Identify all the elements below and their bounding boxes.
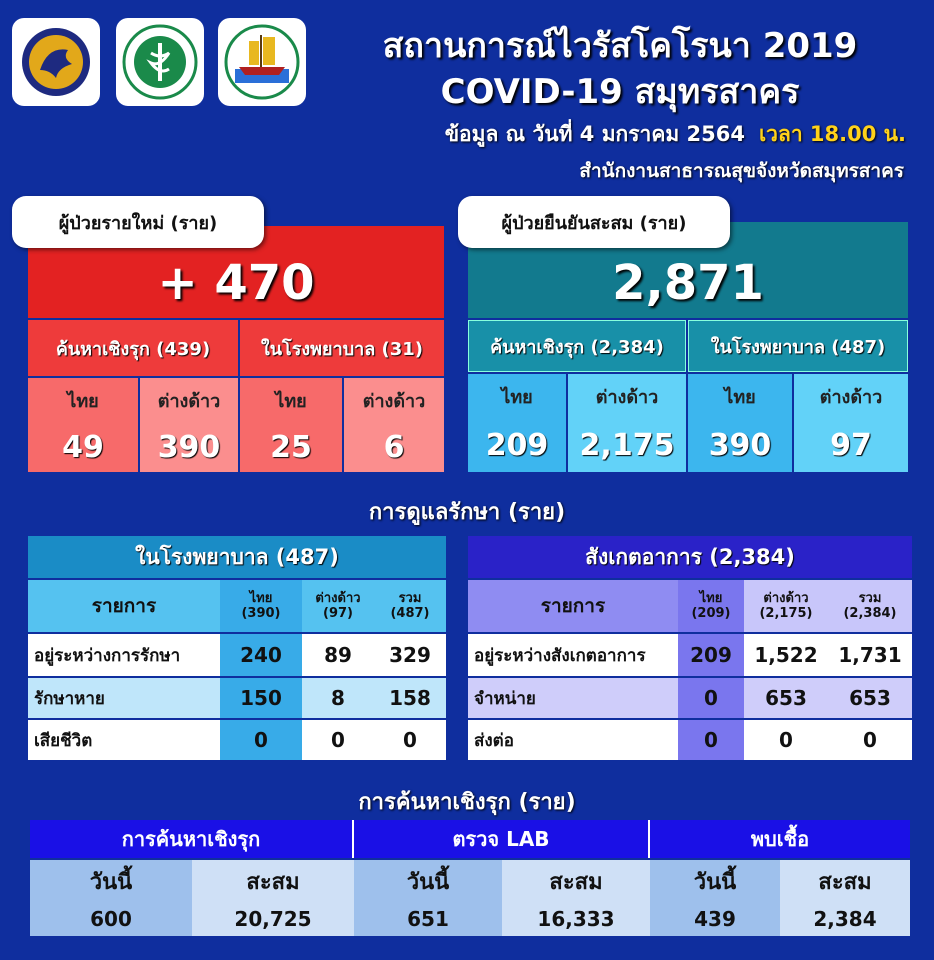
- hospital-table-header: [28, 580, 446, 632]
- table-row: [28, 678, 446, 718]
- new-as-foreign-value: 390: [140, 422, 238, 472]
- hospital-col-foreign-label: ต่างด้าว: [315, 591, 361, 606]
- cum-as-foreign-value: 2,175: [568, 418, 686, 472]
- search-group-header: [30, 820, 910, 858]
- row-total: 0: [828, 720, 912, 760]
- hospital-col-thai-count: (390): [241, 606, 281, 621]
- search-today-label: วันนี้: [30, 860, 192, 902]
- hospital-col-item: รายการ: [28, 580, 220, 632]
- row-foreign: 653: [744, 678, 828, 718]
- row-thai: 0: [678, 720, 744, 760]
- row-total: 329: [374, 634, 446, 676]
- row-total: 1,731: [828, 634, 912, 676]
- date-text: ข้อมูล ณ วันที่ 4 มกราคม 2564: [444, 122, 745, 146]
- lab-cum-value: 16,333: [502, 902, 650, 936]
- cum-h-foreign-value: 97: [794, 418, 908, 472]
- hospital-col-total: [374, 580, 446, 632]
- new-hospital-header: ในโรงพยาบาล (31): [240, 320, 444, 376]
- observe-table-header: [468, 580, 912, 632]
- provincial-admin-logo: [12, 18, 100, 106]
- found-cum-value: 2,384: [780, 902, 910, 936]
- lab-today-value: 651: [354, 902, 502, 936]
- observe-col-total-count: (2,384): [843, 606, 897, 621]
- cum-h-thai-label: ไทย: [688, 374, 792, 418]
- hospital-col-foreign: [302, 580, 374, 632]
- row-label: จำหน่าย: [468, 678, 678, 718]
- observe-col-total: [828, 580, 912, 632]
- row-total: 158: [374, 678, 446, 718]
- organization-text: สำนักงานสาธารณสุขจังหวัดสมุทรสาคร: [579, 160, 904, 182]
- new-as-thai-value: 49: [28, 422, 138, 472]
- search-label-row: [30, 860, 910, 902]
- cum-as-thai-label: ไทย: [468, 374, 566, 418]
- observe-col-foreign-label: ต่างด้าว: [763, 591, 809, 606]
- row-thai: 150: [220, 678, 302, 718]
- cum-hospital-header: ในโรงพยาบาล (487): [688, 320, 908, 372]
- new-h-foreign-label: ต่างด้าว: [344, 378, 444, 422]
- observe-col-foreign: [744, 580, 828, 632]
- cumulative-label: ผู้ป่วยยืนยันสะสม (ราย): [458, 196, 730, 248]
- table-row: [28, 720, 446, 760]
- search-today-value: 600: [30, 902, 192, 936]
- search-section-title: การค้นหาเชิงรุก (ราย): [358, 790, 576, 815]
- samut-sakhon-province-logo: [218, 18, 306, 106]
- observe-col-foreign-count: (2,175): [759, 606, 813, 621]
- row-thai: 0: [220, 720, 302, 760]
- date-line: [445, 118, 906, 151]
- observe-col-thai: [678, 580, 744, 632]
- cum-active-search-header: ค้นหาเชิงรุก (2,384): [468, 320, 686, 372]
- table-row: [468, 720, 912, 760]
- new-as-thai-label: ไทย: [28, 378, 138, 422]
- cum-h-thai-value: 390: [688, 418, 792, 472]
- cum-as-foreign-label: ต่างด้าว: [568, 374, 686, 418]
- cum-h-foreign-label: ต่างด้าว: [794, 374, 908, 418]
- row-foreign: 89: [302, 634, 374, 676]
- observe-col-total-label: รวม: [858, 591, 882, 606]
- row-total: 653: [828, 678, 912, 718]
- title-line-1: สถานการณ์ไวรัสโคโรนา 2019: [382, 26, 858, 66]
- found-today-label: วันนี้: [650, 860, 780, 902]
- row-thai: 0: [678, 678, 744, 718]
- hospital-col-total-count: (487): [390, 606, 430, 621]
- observe-col-thai-count: (209): [691, 606, 731, 621]
- row-foreign: 0: [744, 720, 828, 760]
- cumulative-total: 2,871: [612, 255, 764, 311]
- new-h-thai-label: ไทย: [240, 378, 342, 422]
- search-group-active: การค้นหาเชิงรุก: [30, 820, 354, 858]
- new-cases-label: ผู้ป่วยรายใหม่ (ราย): [12, 196, 264, 248]
- row-thai: 209: [678, 634, 744, 676]
- ministry-public-health-logo: [116, 18, 204, 106]
- care-section-title: การดูแลรักษา (ราย): [368, 500, 566, 525]
- search-group-found: พบเชื้อ: [650, 820, 910, 858]
- hospital-col-total-label: รวม: [398, 591, 422, 606]
- search-group-lab: ตรวจ LAB: [354, 820, 650, 858]
- observe-table-title: สังเกตอาการ (2,384): [468, 536, 912, 578]
- search-cum-label: สะสม: [192, 860, 354, 902]
- row-foreign: 0: [302, 720, 374, 760]
- found-cum-label: สะสม: [780, 860, 910, 902]
- observe-col-thai-label: ไทย: [699, 591, 723, 606]
- row-label: อยู่ระหว่างสังเกตอาการ: [468, 634, 678, 676]
- table-row: [28, 634, 446, 676]
- hospital-table-title: ในโรงพยาบาล (487): [28, 536, 446, 578]
- search-cum-value: 20,725: [192, 902, 354, 936]
- new-as-foreign-label: ต่างด้าว: [140, 378, 238, 422]
- row-label: ส่งต่อ: [468, 720, 678, 760]
- row-foreign: 1,522: [744, 634, 828, 676]
- new-h-thai-value: 25: [240, 422, 342, 472]
- new-active-search-header: ค้นหาเชิงรุก (439): [28, 320, 238, 376]
- row-total: 0: [374, 720, 446, 760]
- new-cases-total: + 470: [157, 255, 315, 311]
- lab-today-label: วันนี้: [354, 860, 502, 902]
- row-label: เสียชีวิต: [28, 720, 220, 760]
- cum-as-thai-value: 209: [468, 418, 566, 472]
- table-row: [468, 634, 912, 676]
- lab-cum-label: สะสม: [502, 860, 650, 902]
- time-text: เวลา 18.00 น.: [758, 122, 906, 146]
- new-h-foreign-value: 6: [344, 422, 444, 472]
- title-line-2: COVID-19 สมุทรสาคร: [440, 72, 800, 112]
- hospital-col-foreign-count: (97): [323, 606, 353, 621]
- row-thai: 240: [220, 634, 302, 676]
- hospital-col-thai-label: ไทย: [249, 591, 273, 606]
- row-label: อยู่ระหว่างการรักษา: [28, 634, 220, 676]
- found-today-value: 439: [650, 902, 780, 936]
- observe-col-item: รายการ: [468, 580, 678, 632]
- row-foreign: 8: [302, 678, 374, 718]
- search-value-row: [30, 902, 910, 936]
- row-label: รักษาหาย: [28, 678, 220, 718]
- table-row: [468, 678, 912, 718]
- hospital-col-thai: [220, 580, 302, 632]
